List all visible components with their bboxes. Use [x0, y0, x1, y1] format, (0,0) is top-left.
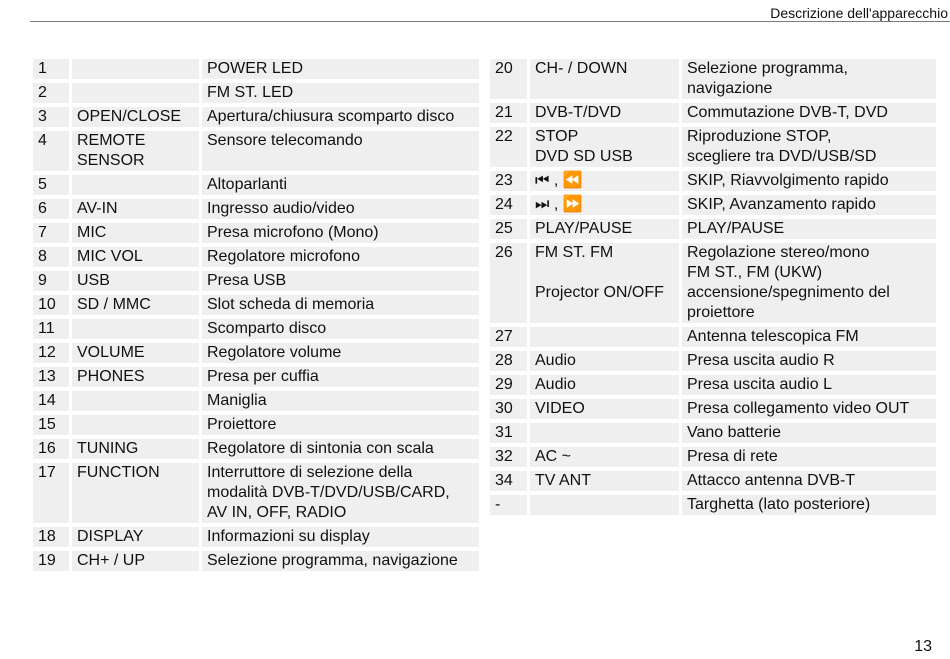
item-name — [72, 391, 199, 411]
item-number: 4 — [33, 131, 69, 171]
item-description: Presa uscita audio R — [682, 351, 936, 371]
table-row — [490, 423, 936, 443]
item-name — [72, 175, 199, 195]
item-number: 17 — [33, 463, 69, 523]
table-row — [490, 399, 936, 419]
item-number: 14 — [33, 391, 69, 411]
item-name: AC ~ — [530, 447, 679, 467]
item-number: 10 — [33, 295, 69, 315]
item-name: VOLUME — [72, 343, 199, 363]
item-description: Vano batterie — [682, 423, 936, 443]
item-number: 2 — [33, 83, 69, 103]
item-description: Attacco antenna DVB-T — [682, 471, 936, 491]
item-number: 26 — [490, 243, 527, 323]
item-description — [682, 127, 936, 167]
cell-text-line: proiettore — [687, 304, 755, 321]
item-number: 18 — [33, 527, 69, 547]
table-row — [33, 131, 479, 171]
item-name: CH+ / UP — [72, 551, 199, 571]
item-description: FM ST. LED — [202, 83, 479, 103]
item-name — [72, 319, 199, 339]
item-description: POWER LED — [202, 59, 479, 79]
item-name — [530, 423, 679, 443]
item-name — [72, 59, 199, 79]
table-row — [33, 83, 479, 103]
item-number: 8 — [33, 247, 69, 267]
item-number: 27 — [490, 327, 527, 347]
table-row — [33, 367, 479, 387]
item-number: 12 — [33, 343, 69, 363]
table-row — [490, 327, 936, 347]
item-number: 6 — [33, 199, 69, 219]
item-description: Scomparto disco — [202, 319, 479, 339]
item-description: Ingresso audio/video — [202, 199, 479, 219]
item-name: VIDEO — [530, 399, 679, 419]
item-name: AV-IN — [72, 199, 199, 219]
table-row — [33, 295, 479, 315]
item-description: Apertura/chiusura scomparto disco — [202, 107, 479, 127]
item-name: ⏭ , ⏩ — [530, 195, 679, 215]
item-name: OPEN/CLOSE — [72, 107, 199, 127]
item-description: Presa uscita audio L — [682, 375, 936, 395]
item-number: 21 — [490, 103, 527, 123]
cell-text-line: Regolazione stereo/mono — [687, 244, 870, 261]
item-description: Presa microfono (Mono) — [202, 223, 479, 243]
item-description: Selezione programma, navigazione — [202, 551, 479, 571]
cell-text-line: AV IN, OFF, RADIO — [207, 504, 347, 521]
table-row — [490, 59, 936, 99]
item-name: DVB-T/DVD — [530, 103, 679, 123]
table-row — [490, 471, 936, 491]
item-number: 5 — [33, 175, 69, 195]
item-name: MIC — [72, 223, 199, 243]
item-description — [682, 243, 936, 323]
table-row — [490, 447, 936, 467]
cell-text-line: Selezione programma, — [687, 60, 848, 77]
item-description: Regolatore microfono — [202, 247, 479, 267]
item-number: 22 — [490, 127, 527, 167]
item-number: 16 — [33, 439, 69, 459]
item-number: 30 — [490, 399, 527, 419]
cell-text-line: modalità DVB-T/DVD/USB/CARD, — [207, 484, 450, 501]
table-row — [33, 175, 479, 195]
item-number: 32 — [490, 447, 527, 467]
item-name: Audio — [530, 351, 679, 371]
item-number: 25 — [490, 219, 527, 239]
item-description: PLAY/PAUSE — [682, 219, 936, 239]
table-row — [33, 247, 479, 267]
item-description: Presa di rete — [682, 447, 936, 467]
table-row — [490, 103, 936, 123]
table-row — [33, 271, 479, 291]
table-row — [33, 223, 479, 243]
table-row — [33, 59, 479, 79]
page-number: 13 — [914, 638, 932, 655]
table-row — [490, 351, 936, 371]
item-name: USB — [72, 271, 199, 291]
item-description: SKIP, Riavvolgimento rapido — [682, 171, 936, 191]
table-row — [490, 171, 936, 191]
cell-text-line: STOP — [535, 128, 579, 145]
item-number: 13 — [33, 367, 69, 387]
cell-text-line: FM ST., FM (UKW) — [687, 264, 823, 281]
item-description: Slot scheda di memoria — [202, 295, 479, 315]
item-number: 15 — [33, 415, 69, 435]
page-header-title: Descrizione dell'apparecchio — [770, 5, 948, 21]
item-number: 1 — [33, 59, 69, 79]
cell-text-line: SENSOR — [77, 152, 145, 169]
item-description: Presa collegamento video OUT — [682, 399, 936, 419]
cell-text-line: DVD SD USB — [535, 148, 633, 165]
item-name: MIC VOL — [72, 247, 199, 267]
table-row — [33, 439, 479, 459]
item-number: 34 — [490, 471, 527, 491]
item-name: PHONES — [72, 367, 199, 387]
table-row — [490, 195, 936, 215]
cell-text-line: scegliere tra DVD/USB/SD — [687, 148, 877, 165]
item-number: 23 — [490, 171, 527, 191]
item-number: 31 — [490, 423, 527, 443]
item-description: Informazioni su display — [202, 527, 479, 547]
table-row — [33, 527, 479, 547]
header-divider — [30, 21, 950, 22]
item-description: Proiettore — [202, 415, 479, 435]
table-row — [33, 463, 479, 523]
item-description: Antenna telescopica FM — [682, 327, 936, 347]
item-name — [72, 131, 199, 171]
item-number: 7 — [33, 223, 69, 243]
item-name: SD / MMC — [72, 295, 199, 315]
item-name: TV ANT — [530, 471, 679, 491]
cell-text-line: navigazione — [687, 80, 773, 97]
table-row — [490, 219, 936, 239]
item-number: 11 — [33, 319, 69, 339]
table-row — [490, 243, 936, 323]
item-number: 3 — [33, 107, 69, 127]
table-row — [490, 127, 936, 167]
item-description: Targhetta (lato posteriore) — [682, 495, 936, 515]
cell-text-line: REMOTE — [77, 132, 146, 149]
item-name: Audio — [530, 375, 679, 395]
table-row — [490, 375, 936, 395]
table-row — [33, 107, 479, 127]
cell-text-line: accensione/spegnimento del — [687, 284, 890, 301]
item-number: 9 — [33, 271, 69, 291]
item-name: TUNING — [72, 439, 199, 459]
cell-text-line: FM ST. FM — [535, 244, 614, 261]
cell-text-line: Riproduzione STOP, — [687, 128, 832, 145]
table-row — [33, 415, 479, 435]
item-description: Regolatore volume — [202, 343, 479, 363]
table-row — [33, 199, 479, 219]
item-description: Altoparlanti — [202, 175, 479, 195]
cell-text-line: Projector ON/OFF — [535, 284, 664, 301]
item-name — [530, 495, 679, 515]
item-description: Presa USB — [202, 271, 479, 291]
item-name: FUNCTION — [72, 463, 199, 523]
item-number: 20 — [490, 59, 527, 99]
item-description: Presa per cuffia — [202, 367, 479, 387]
parts-table-right — [487, 55, 939, 519]
table-row — [33, 551, 479, 571]
table-row — [490, 495, 936, 515]
item-name — [72, 83, 199, 103]
table-row — [33, 391, 479, 411]
item-number: 28 — [490, 351, 527, 371]
item-description: Sensore telecomando — [202, 131, 479, 171]
item-name — [530, 127, 679, 167]
item-name: ⏮ , ⏪ — [530, 171, 679, 191]
parts-table-left — [30, 55, 482, 575]
item-name — [530, 243, 679, 323]
item-description — [202, 463, 479, 523]
item-number: 19 — [33, 551, 69, 571]
item-description: Regolatore di sintonia con scala — [202, 439, 479, 459]
item-name: PLAY/PAUSE — [530, 219, 679, 239]
item-name: CH- / DOWN — [530, 59, 679, 99]
item-number: 24 — [490, 195, 527, 215]
item-number: - — [490, 495, 527, 515]
cell-text-line: Interruttore di selezione della — [207, 464, 413, 481]
item-name: DISPLAY — [72, 527, 199, 547]
item-description: SKIP, Avanzamento rapido — [682, 195, 936, 215]
item-description: Commutazione DVB-T, DVD — [682, 103, 936, 123]
item-number: 29 — [490, 375, 527, 395]
item-name — [530, 327, 679, 347]
table-row — [33, 319, 479, 339]
item-description: Maniglia — [202, 391, 479, 411]
item-name — [72, 415, 199, 435]
item-description — [682, 59, 936, 99]
table-row — [33, 343, 479, 363]
